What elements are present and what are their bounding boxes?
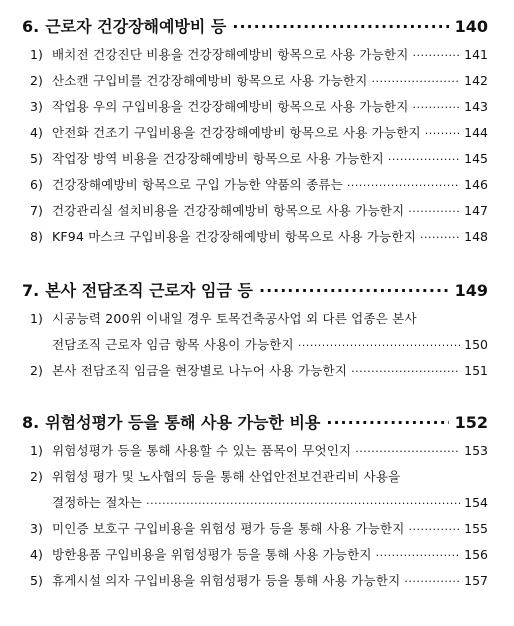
item-page: 144 xyxy=(464,125,488,140)
dot-leader xyxy=(298,333,460,359)
dot-leader xyxy=(376,543,460,569)
toc-item[interactable] xyxy=(30,120,488,146)
dot-leader xyxy=(232,17,448,36)
section-number: 8. xyxy=(22,413,40,432)
item-title: 작업용 우의 구입비용을 건강장해예방비 항목으로 사용 가능한지 xyxy=(52,99,409,114)
item-number: 5) xyxy=(30,573,43,588)
item-page: 141 xyxy=(464,47,488,62)
item-page: 147 xyxy=(464,203,488,218)
item-number: 1) xyxy=(30,311,43,326)
item-title-continuation: 전담조직 근로자 임금 항목 사용이 가능한지 xyxy=(52,337,294,352)
dot-leader xyxy=(146,491,460,517)
item-number: 7) xyxy=(30,203,43,218)
item-title: 휴게시설 의자 구입비용을 위험성평가 등을 통해 사용 가능한지 xyxy=(52,573,401,588)
item-title: 방한용품 구입비용을 위험성평가 등을 통해 사용 가능한지 xyxy=(52,547,372,562)
dot-leader xyxy=(355,439,460,465)
item-page: 148 xyxy=(464,229,488,244)
dot-leader xyxy=(388,147,460,173)
dot-leader xyxy=(409,517,461,543)
item-number: 1) xyxy=(30,47,43,62)
item-page: 146 xyxy=(464,177,488,192)
toc-item[interactable] xyxy=(30,172,488,198)
toc-section-7 xyxy=(22,278,488,384)
item-page: 153 xyxy=(464,443,488,458)
toc-item[interactable] xyxy=(30,42,488,68)
item-number: 4) xyxy=(30,547,43,562)
section-page: 149 xyxy=(454,281,488,300)
dot-leader xyxy=(347,173,460,199)
dot-leader xyxy=(371,69,460,95)
section-number: 7. xyxy=(22,281,40,300)
toc-item[interactable] xyxy=(30,568,488,594)
item-title: 위험성 평가 및 노사협의 등을 통해 산업안전보건관리비 사용을 xyxy=(52,469,401,484)
toc-item[interactable] xyxy=(30,306,488,332)
section-heading[interactable] xyxy=(22,278,488,302)
item-title: 위험성평가 등을 통해 사용할 수 있는 품목이 무엇인지 xyxy=(52,443,352,458)
section-heading[interactable] xyxy=(22,410,488,434)
toc-item[interactable] xyxy=(30,542,488,568)
item-title: 산소캔 구입비를 건강장해예방비 항목으로 사용 가능한지 xyxy=(52,73,368,88)
toc-item[interactable] xyxy=(30,94,488,120)
section-page: 152 xyxy=(454,413,488,432)
dot-leader xyxy=(326,413,448,432)
toc-item[interactable] xyxy=(30,146,488,172)
dot-leader xyxy=(412,43,460,69)
item-page: 154 xyxy=(464,495,488,510)
toc-item[interactable] xyxy=(30,68,488,94)
section-title: 근로자 건강장해예방비 등 xyxy=(45,17,227,36)
item-page: 156 xyxy=(464,547,488,562)
section-page: 140 xyxy=(454,17,488,36)
item-number: 8) xyxy=(30,229,43,244)
toc-item[interactable] xyxy=(30,224,488,250)
dot-leader xyxy=(351,359,460,385)
dot-leader xyxy=(425,121,460,147)
item-title: KF94 마스크 구입비용을 건강장해예방비 항목으로 사용 가능한지 xyxy=(52,229,417,244)
item-number: 6) xyxy=(30,177,43,192)
item-title: 작업장 방역 비용을 건강장해예방비 항목으로 사용 가능한지 xyxy=(52,151,384,166)
dot-leader xyxy=(259,281,449,300)
toc-section-6 xyxy=(22,14,488,250)
item-number: 3) xyxy=(30,521,43,536)
item-title: 미인증 보호구 구입비용을 위험성 평가 등을 통해 사용 가능한지 xyxy=(52,521,405,536)
toc-item[interactable] xyxy=(30,516,488,542)
item-page: 157 xyxy=(464,573,488,588)
dot-leader xyxy=(404,569,460,595)
toc-item-continuation[interactable] xyxy=(30,332,488,358)
item-number: 4) xyxy=(30,125,43,140)
item-title: 본사 전담조직 임금을 현장별로 나누어 사용 가능한지 xyxy=(52,363,348,378)
item-title: 시공능력 200위 이내일 경우 토목건축공사업 외 다른 업종은 본사 xyxy=(52,311,417,326)
toc-item[interactable] xyxy=(30,464,488,490)
item-page: 143 xyxy=(464,99,488,114)
item-number: 1) xyxy=(30,443,43,458)
item-page: 150 xyxy=(464,337,488,352)
item-number: 3) xyxy=(30,99,43,114)
section-title: 본사 전담조직 근로자 임금 등 xyxy=(45,281,253,300)
item-number: 2) xyxy=(30,469,43,484)
item-number: 5) xyxy=(30,151,43,166)
item-page: 145 xyxy=(464,151,488,166)
toc-section-8 xyxy=(22,410,488,594)
section-heading[interactable] xyxy=(22,14,488,38)
dot-leader xyxy=(420,225,460,251)
item-number: 2) xyxy=(30,363,43,378)
item-page: 151 xyxy=(464,363,488,378)
toc-item[interactable] xyxy=(30,438,488,464)
toc-item-continuation[interactable] xyxy=(30,490,488,516)
dot-leader xyxy=(412,95,460,121)
item-page: 142 xyxy=(464,73,488,88)
item-title: 건강관리실 설치비용을 건강장해예방비 항목으로 사용 가능한지 xyxy=(52,203,405,218)
item-title: 안전화 건조기 구입비용을 건강장해예방비 항목으로 사용 가능한지 xyxy=(52,125,421,140)
item-title: 배치전 건강진단 비용을 건강장해예방비 항목으로 사용 가능한지 xyxy=(52,47,409,62)
item-title-continuation: 결정하는 절차는 xyxy=(52,495,143,510)
item-page: 155 xyxy=(464,521,488,536)
toc-item[interactable] xyxy=(30,358,488,384)
item-number: 2) xyxy=(30,73,43,88)
item-title: 건강장해예방비 항목으로 구입 가능한 약품의 종류는 xyxy=(52,177,343,192)
toc-item[interactable] xyxy=(30,198,488,224)
section-number: 6. xyxy=(22,17,40,36)
dot-leader xyxy=(408,199,460,225)
section-title: 위험성평가 등을 통해 사용 가능한 비용 xyxy=(45,413,321,432)
